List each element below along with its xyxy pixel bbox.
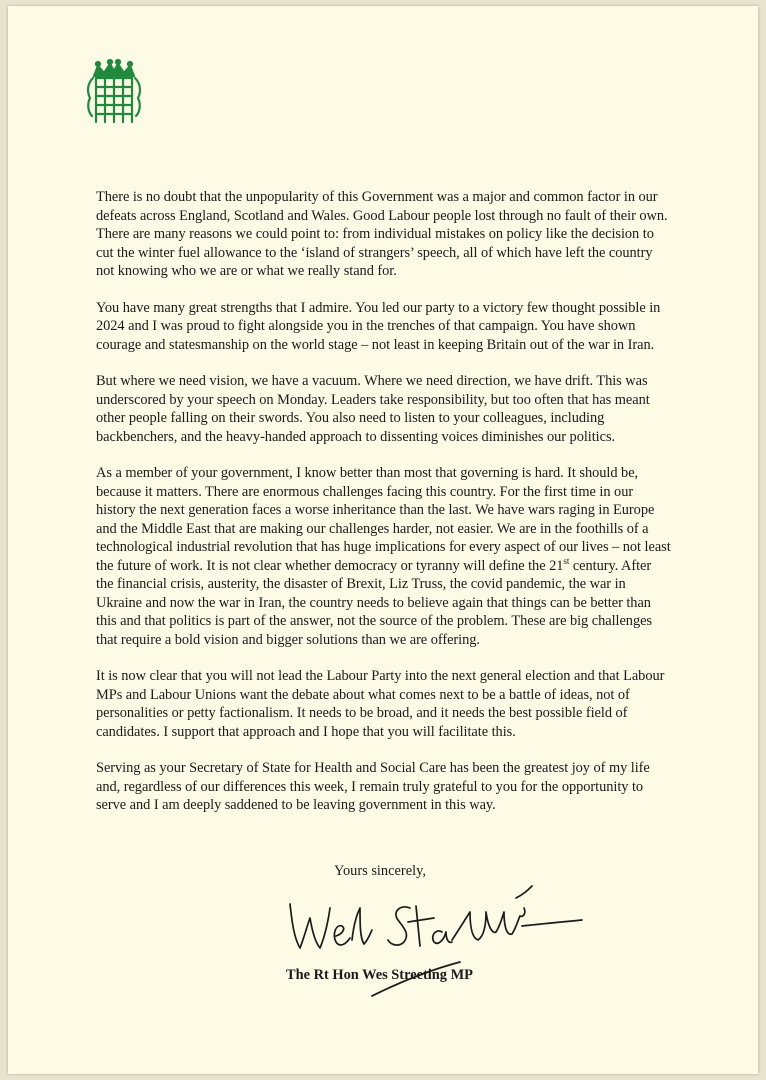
- paragraph-4: [96, 464, 671, 649]
- paragraph-4-part-1: As a member of your government, I know better than most that governing is hard. It should be, because it matters. There are enormous challenges facing this country. For the first time in our history the next generation faces a worse inheritance than the last. We have wars raging in Europe and the Middle East that are making our challenges harder, not easier. We are in the foothills of a technological industrial revolution that has huge implications for every aspect of our lives – not least the future of work. It is not clear whether democracy or tyranny will define the 21: [96, 465, 671, 574]
- signatory-name: The Rt Hon Wes Streeting MP: [286, 967, 473, 983]
- paragraph-6: Serving as your Secretary of State for Health and Social Care has been the greatest joy of my life and, regardless of our differences this week, I remain truly grateful to you for the opportunity to serve and I am deeply saddened to be leaving government in this way.: [96, 760, 650, 813]
- letter-body: [96, 188, 671, 833]
- handwritten-signature: [280, 882, 600, 1002]
- ordinal-suffix: st: [563, 555, 570, 566]
- paragraph-1: There is no doubt that the unpopularity of this Government was a major and common factor in our defeats across England, Scotland and Wales. Good Labour people lost through no fault of their own. There are many reasons we could point to: from individual mistakes on policy like the decision to cut the winter fuel allowance to the ‘island of strangers’ speech, all of which have left the country not knowing who we are or what we really stand for.: [96, 189, 668, 279]
- paragraph-2: You have many great strengths that I admire. You led our party to a victory few thought possible in 2024 and I was proud to fight alongside you in the trenches of that campaign. You have shown courage and statesmanship on the world stage – not least in keeping Britain out of the war in Iran.: [96, 299, 661, 353]
- portcullis-crest-icon: [84, 58, 144, 128]
- closing-salutation: Yours sincerely,: [334, 863, 426, 879]
- paragraph-5: It is now clear that you will not lead the Labour Party into the next general election and that Labour MPs and Labour Unions want the debate about what comes next to be a battle of ideas, not of personalities or petty factionalism. It needs to be broad, and it needs the best possible field of candidates. I support that approach and I hope that you will facilitate this.: [96, 668, 665, 740]
- paragraph-3: But where we need vision, we have a vacuum. Where we need direction, we have drift. This was underscored by your speech on Monday. Leaders take responsibility, but too often that has meant other people falling on their swords. You also need to listen to your colleagues, including backbenchers, and the heavy-handed approach to dissenting voices diminishes our politics.: [96, 373, 650, 445]
- letter-page: [8, 6, 758, 1074]
- paragraph-4-part-2: century. After the financial crisis, austerity, the disaster of Brexit, Liz Truss, the covid pandemic, the war in Ukraine and now the war in Iran, the country needs to believe again that things can be better than this and that politics is part of the answer, not the source of the problem. These are big challenges that require a bold vision and bigger solutions than we are offering.: [96, 557, 652, 648]
